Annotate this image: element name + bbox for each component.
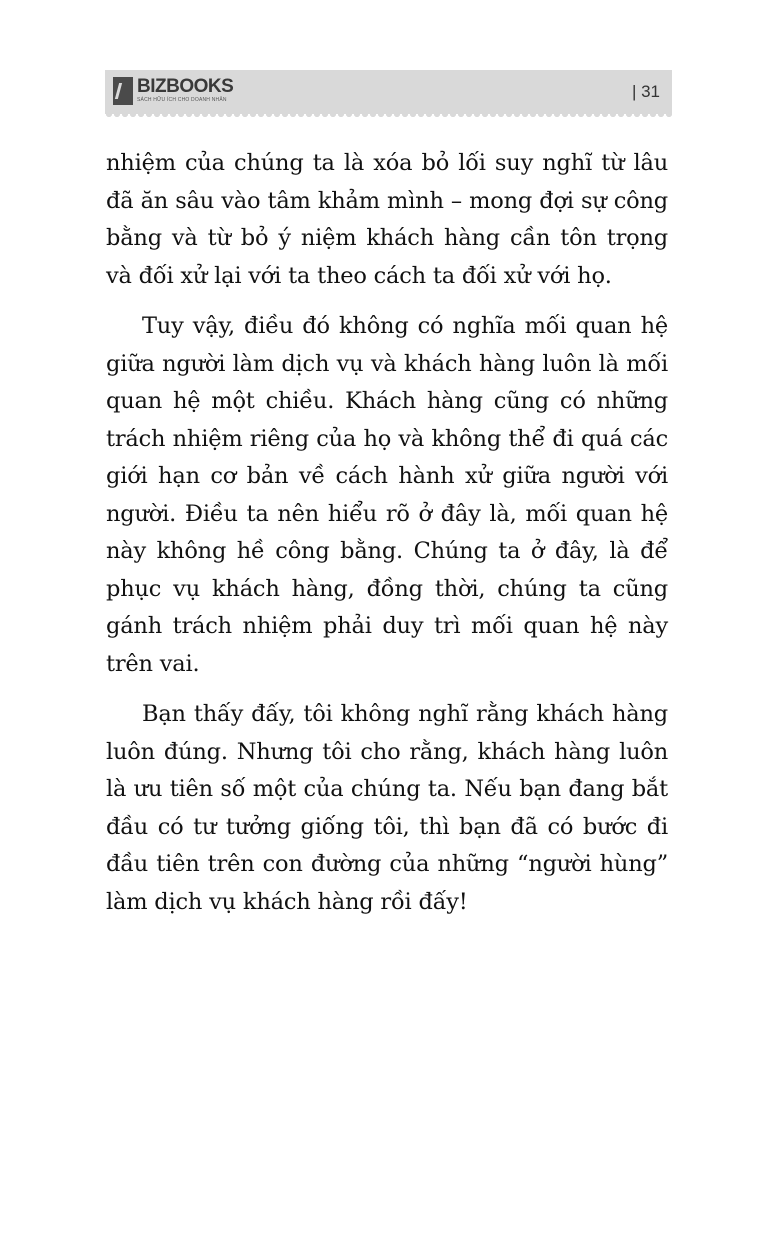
page-body	[106, 145, 668, 921]
paragraph-2: Tuy vậy, điều đó không có nghĩa mối quan hệ giữa người làm dịch vụ và khách hàng luôn là mối quan hệ một chiều. Khách hàng cũng có những trách nhiệm riêng của họ và không thể đi quá các giới hạn cơ bản về cách hành xử giữa người với người. Điều ta nên hiểu rõ ở đây là, mối quan hệ này không hề công bằng. Chúng ta ở đây, là để phục vụ khách hàng, đồng thời, chúng ta cũng gánh trách nhiệm phải duy trì mối quan hệ này trên vai.	[106, 313, 668, 677]
paragraph-3: Bạn thấy đấy, tôi không nghĩ rằng khách hàng luôn đúng. Nhưng tôi cho rằng, khách hàng luôn là ưu tiên số một của chúng ta. Nếu bạn đang bắt đầu có tư tưởng giống tôi, thì bạn đã có bước đi đầu tiên trên con đường của những “người hùng” làm dịch vụ khách hàng rồi đấy!	[106, 701, 668, 915]
page-number: | 31	[631, 82, 660, 101]
logo-name: BIZBOOKS	[137, 76, 234, 97]
logo-tagline: SÁCH HỮU ÍCH CHO DOANH NHÂN	[137, 97, 227, 103]
page-header	[105, 70, 672, 114]
publisher-logo	[113, 77, 233, 109]
book-logo-icon	[113, 77, 133, 105]
paragraph-1: nhiệm của chúng ta là xóa bỏ lối suy nghĩ từ lâu đã ăn sâu vào tâm khảm mình – mong đợi sự công bằng và từ bỏ ý niệm khách hàng cần tôn trọng và đối xử lại với ta theo cách ta đối xử với họ.	[106, 150, 668, 289]
